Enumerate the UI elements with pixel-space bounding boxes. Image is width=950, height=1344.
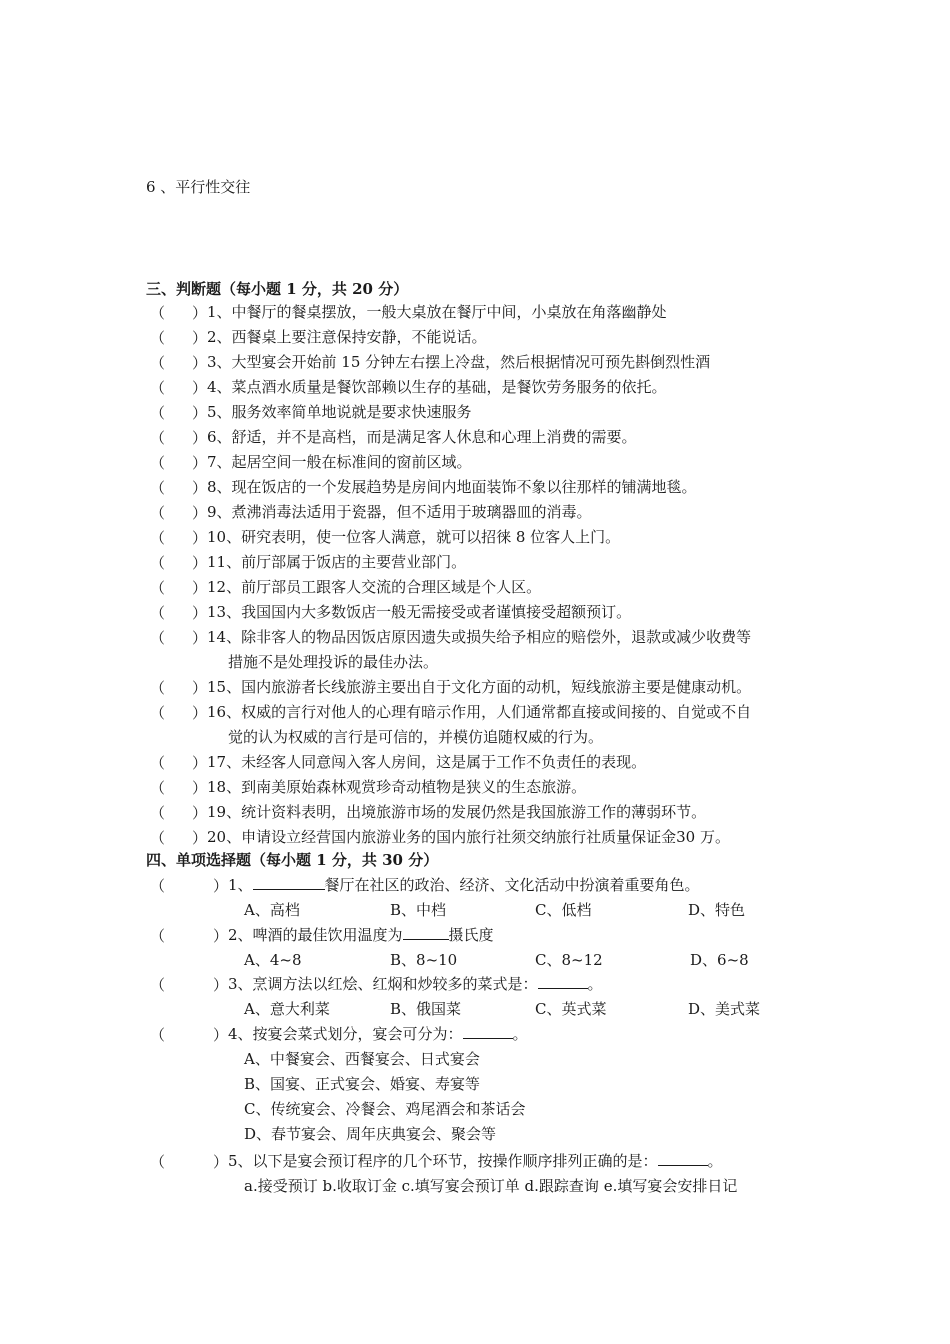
answer-paren-left: （ xyxy=(150,479,166,497)
q1-option-c: C、低档 xyxy=(535,901,592,919)
tf-item-text: 9、煮沸消毒法适用于瓷器，但不适用于玻璃器皿的消毒。 xyxy=(207,503,592,521)
tf-item-text: 12、前厅部员工跟客人交流的合理区域是个人区。 xyxy=(207,578,542,596)
answer-paren-right: ） xyxy=(213,877,229,895)
tf-item-text: 15、国内旅游者长线旅游主要出自于文化方面的动机，短线旅游主要是健康动机。 xyxy=(207,678,752,696)
tf-item-text: 10、研究表明，使一位客人满意，就可以招徕 8 位客人上门。 xyxy=(207,528,621,546)
answer-paren-right: ） xyxy=(192,479,208,497)
answer-paren-left: （ xyxy=(150,679,166,697)
q2-blank xyxy=(403,925,449,940)
q1-option-a: A、高档 xyxy=(244,901,300,919)
tf-item-text: 5、服务效率简单地说就是要求快速服务 xyxy=(207,403,472,421)
q3-option-c: C、英式菜 xyxy=(535,1000,607,1018)
q1-blank xyxy=(253,875,325,890)
answer-paren-left: （ xyxy=(150,354,166,372)
answer-paren-left: （ xyxy=(150,976,166,994)
q3-text-after: 。 xyxy=(587,975,603,993)
q4-option-b: B、国宴、正式宴会、婚宴、寿宴等 xyxy=(244,1075,481,1093)
q3-option-b: B、俄国菜 xyxy=(390,1000,462,1018)
answer-paren-right: ） xyxy=(192,504,208,522)
q1-option-d: D、特色 xyxy=(688,901,746,919)
tf-item-text: 14、除非客人的物品因饭店原因遗失或损失给予相应的赔偿外，退款或减少收费等 xyxy=(207,628,752,646)
answer-paren-left: （ xyxy=(150,804,166,822)
answer-paren-right: ） xyxy=(192,779,208,797)
q2-option-b: B、8~10 xyxy=(390,951,458,969)
answer-paren-left: （ xyxy=(150,1026,166,1044)
section2-item-6: 6 、平行性交往 xyxy=(146,178,251,196)
q5-blank xyxy=(658,1151,708,1166)
answer-paren-left: （ xyxy=(150,1153,166,1171)
answer-paren-left: （ xyxy=(150,504,166,522)
q4-text-after: 。 xyxy=(512,1025,528,1043)
answer-paren-right: ） xyxy=(213,1026,229,1044)
answer-paren-right: ） xyxy=(192,629,208,647)
answer-paren-right: ） xyxy=(192,454,208,472)
q3-blank xyxy=(538,974,588,989)
q2-option-c: C、8~12 xyxy=(535,951,603,969)
tf-item-text: 18、到南美原始森林观赏珍奇动植物是狭义的生态旅游。 xyxy=(207,778,587,796)
answer-paren-left: （ xyxy=(150,304,166,322)
q4-text: 4、按宴会菜式划分，宴会可分为： xyxy=(228,1025,463,1043)
q1-option-b: B、中档 xyxy=(390,901,447,919)
q2-text-after: 摄氏度 xyxy=(448,926,494,944)
tf-item-text: 20、申请设立经营国内旅游业务的国内旅行社须交纳旅行社质量保证金30 万。 xyxy=(207,828,730,846)
answer-paren-left: （ xyxy=(150,554,166,572)
answer-paren-left: （ xyxy=(150,829,166,847)
answer-paren-right: ） xyxy=(192,679,208,697)
q1-text: 餐厅在社区的政治、经济、文化活动中扮演着重要角色。 xyxy=(324,876,700,894)
answer-paren-left: （ xyxy=(150,579,166,597)
q4-option-d: D、春节宴会、周年庆典宴会、聚会等 xyxy=(244,1125,497,1143)
tf-item-14-continuation: 措施不是处理投诉的最佳办法。 xyxy=(228,653,439,671)
answer-paren-left: （ xyxy=(150,877,166,895)
tf-item-text: 13、我国国内大多数饭店一般无需接受或者谨慎接受超额预订。 xyxy=(207,603,632,621)
answer-paren-right: ） xyxy=(192,329,208,347)
answer-paren-right: ） xyxy=(213,976,229,994)
answer-paren-right: ） xyxy=(192,304,208,322)
q5-text: 5、以下是宴会预订程序的几个环节，按操作顺序排列正确的是： xyxy=(228,1152,658,1170)
answer-paren-left: （ xyxy=(150,529,166,547)
tf-item-text: 4、菜点酒水质量是餐饮部赖以生存的基础，是餐饮劳务服务的依托。 xyxy=(207,378,667,396)
section4-heading: 四、单项选择题（每小题 1 分，共 30 分） xyxy=(146,851,439,869)
answer-paren-right: ） xyxy=(192,579,208,597)
q5-steps: a.接受预订 b.收取订金 c.填写宴会预订单 d.跟踪查询 e.填写宴会安排日记 xyxy=(244,1177,738,1195)
q4-option-a: A、中餐宴会、西餐宴会、日式宴会 xyxy=(244,1050,480,1068)
answer-paren-right: ） xyxy=(192,754,208,772)
q5-text-after: 。 xyxy=(707,1152,723,1170)
tf-item-text: 16、权威的言行对他人的心理有暗示作用，人们通常都直接或间接的、自觉或不自 xyxy=(207,703,752,721)
answer-paren-left: （ xyxy=(150,927,166,945)
answer-paren-right: ） xyxy=(213,1153,229,1171)
answer-paren-right: ） xyxy=(192,804,208,822)
q1-number: 1、 xyxy=(228,876,253,894)
answer-paren-left: （ xyxy=(150,379,166,397)
q2-text: 2、啤酒的最佳饮用温度为 xyxy=(228,926,403,944)
answer-paren-right: ） xyxy=(192,704,208,722)
tf-item-text: 2、西餐桌上要注意保持安静，不能说话。 xyxy=(207,328,487,346)
q4-option-c: C、传统宴会、冷餐会、鸡尾酒会和茶话会 xyxy=(244,1100,526,1118)
q3-option-d: D、美式菜 xyxy=(688,1000,761,1018)
q2-option-d: D、6~8 xyxy=(690,951,749,969)
answer-paren-left: （ xyxy=(150,429,166,447)
answer-paren-right: ） xyxy=(192,604,208,622)
answer-paren-right: ） xyxy=(213,927,229,945)
answer-paren-left: （ xyxy=(150,604,166,622)
answer-paren-left: （ xyxy=(150,454,166,472)
q3-text: 3、烹调方法以红烩、红焖和炒较多的菜式是： xyxy=(228,975,538,993)
q2-option-a: A、4~8 xyxy=(244,951,302,969)
tf-item-text: 7、起居空间一般在标准间的窗前区域。 xyxy=(207,453,472,471)
answer-paren-right: ） xyxy=(192,529,208,547)
tf-item-text: 3、大型宴会开始前 15 分钟左右摆上冷盘，然后根据情况可预先斟倒烈性酒 xyxy=(207,353,711,371)
q3-option-a: A、意大利菜 xyxy=(244,1000,330,1018)
answer-paren-right: ） xyxy=(192,829,208,847)
answer-paren-left: （ xyxy=(150,779,166,797)
answer-paren-left: （ xyxy=(150,754,166,772)
answer-paren-right: ） xyxy=(192,554,208,572)
answer-paren-left: （ xyxy=(150,704,166,722)
answer-paren-left: （ xyxy=(150,404,166,422)
q4-blank xyxy=(463,1024,513,1039)
tf-item-16-continuation: 觉的认为权威的言行是可信的，并模仿追随权威的行为。 xyxy=(228,728,604,746)
tf-item-text: 11、前厅部属于饭店的主要营业部门。 xyxy=(207,553,467,571)
answer-paren-right: ） xyxy=(192,354,208,372)
answer-paren-left: （ xyxy=(150,329,166,347)
answer-paren-right: ） xyxy=(192,404,208,422)
tf-item-text: 19、统计资料表明，出境旅游市场的发展仍然是我国旅游工作的薄弱环节。 xyxy=(207,803,707,821)
section3-heading: 三、判断题（每小题 1 分，共 20 分） xyxy=(146,280,409,298)
answer-paren-right: ） xyxy=(192,379,208,397)
answer-paren-left: （ xyxy=(150,629,166,647)
tf-item-text: 17、未经客人同意闯入客人房间，这是属于工作不负责任的表现。 xyxy=(207,753,647,771)
answer-paren-right: ） xyxy=(192,429,208,447)
tf-item-text: 6、舒适，并不是高档，而是满足客人休息和心理上消费的需要。 xyxy=(207,428,637,446)
tf-item-text: 8、现在饭店的一个发展趋势是房间内地面装饰不象以往那样的铺满地毯。 xyxy=(207,478,697,496)
tf-item-text: 1、中餐厅的餐桌摆放，一般大桌放在餐厅中间，小桌放在角落幽静处 xyxy=(207,303,667,321)
